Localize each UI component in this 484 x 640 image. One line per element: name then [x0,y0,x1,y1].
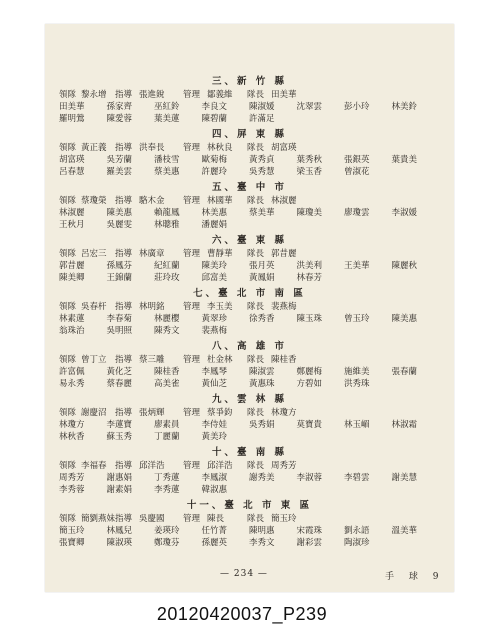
player-name: 林素蓮 [59,314,85,324]
role-label: 指導 [115,143,133,153]
player-name: 吳芳蘭 [106,155,133,165]
player-name: 林瓊方 [59,420,85,430]
staff-name: 張炳輝 [139,408,165,418]
player-name: 張寶卿 [59,538,85,548]
player-name: 蔡美惠 [154,167,180,177]
player-row [59,431,440,443]
player-name: 陳美惠 [106,208,133,218]
staff-row [59,460,440,472]
player-name: 林鳳兒 [106,526,133,536]
player-name: 歐菊梅 [201,155,228,165]
sport-label: 手 球 9 [385,572,445,582]
role-label: 領隊 [59,514,77,524]
player-name: 施維美 [344,367,370,377]
role-label: 領隊 [59,249,77,259]
player-name: 宋霞珠 [296,526,323,536]
player-row [59,313,440,325]
staff-row [59,354,440,366]
staff-row [59,195,440,207]
staff-name: 張進銳 [139,90,165,100]
player-name: 謝秀美 [249,473,275,483]
player-name: 姜瑛玲 [154,526,180,536]
player-name: 陳淑瑛 [106,538,133,548]
staff-name: 李玉美 [207,302,233,312]
player-name: 呂春慧 [59,167,85,177]
player-name: 賴龍鳳 [154,208,180,218]
player-name: 李春菊 [106,314,133,324]
staff-name: 吳春杆 [81,302,107,312]
role-label: 領隊 [59,408,77,418]
player-name: 洪美利 [296,261,323,271]
player-name: 張銀英 [344,155,370,165]
role-label: 領隊 [59,143,77,153]
staff-name: 裴燕梅 [271,302,297,312]
player-row [59,472,440,484]
player-name: 孫鳳芬 [106,261,133,271]
staff-name: 簡玉玲 [271,514,297,524]
player-name: 簡玉玲 [59,526,85,536]
section-title: 三、新 竹 縣 [211,76,288,87]
role-label: 指導 [115,302,133,312]
staff-name: 郭昔麗 [271,249,297,259]
player-name: 田美華 [59,102,85,112]
staff-row [59,142,440,154]
role-label: 領隊 [59,90,77,100]
staff-name: 蔡瓊榮 [81,196,107,206]
player-name: 莊玲玫 [154,273,180,283]
staff-name: 林明銘 [139,302,165,312]
player-name: 李淑媛 [391,208,418,218]
player-row [59,272,440,284]
player-name: 李秀蓉 [59,485,85,495]
role-label: 隊長 [247,302,265,312]
staff-name: 黎永增 [81,90,107,100]
staff-name: 陳長 [207,514,225,524]
role-label: 領隊 [59,461,77,471]
role-label: 管理 [183,514,201,524]
staff-name: 林秋良 [207,143,233,153]
role-label: 隊長 [247,355,265,365]
player-name: 陳淑雲 [249,367,275,377]
player-name: 翁珠治 [59,326,85,336]
player-name: 謝惠娟 [106,473,133,483]
player-name: 曾玉玲 [344,314,370,324]
player-name: 易永秀 [59,379,85,389]
player-row [59,219,440,231]
player-name: 梁玉香 [296,167,323,177]
player-name: 陳淑媛 [249,102,275,112]
role-label: 隊長 [247,514,265,524]
player-name: 許麗玲 [201,167,228,177]
staff-name: 林瓊方 [271,408,297,418]
player-row [59,325,440,337]
player-name: 吳麗雯 [106,220,133,230]
player-name: 許滿足 [249,114,275,124]
player-name: 黃秀貞 [249,155,275,165]
staff-name: 蔡爭鈞 [207,408,233,418]
player-name: 李秀蓮 [154,485,180,495]
role-label: 指導 [115,355,133,365]
player-name: 李秀文 [249,538,275,548]
player-name: 曾淑花 [344,167,370,177]
player-name: 彭小玲 [344,102,370,112]
staff-name: 林國華 [207,196,233,206]
player-name: 謝彩雲 [296,538,323,548]
player-name: 黃美玲 [201,432,228,442]
player-name: 陳瓊美 [296,208,323,218]
player-name: 徐秀香 [249,314,275,324]
role-label: 管理 [183,302,201,312]
player-name: 鄭瓊芬 [154,538,180,548]
player-name: 陳麗秋 [391,261,418,271]
staff-row [59,513,440,525]
document-page [45,24,454,592]
player-row [59,378,440,390]
player-row [59,154,440,166]
player-name: 任竹菁 [201,526,228,536]
player-name: 黃鳳娟 [249,273,275,283]
staff-name: 胡富瑛 [271,143,297,153]
role-label: 管理 [183,249,201,259]
player-name: 李良文 [201,102,228,112]
staff-name: 蔡三雕 [139,355,165,365]
player-name: 孫家齊 [106,102,133,112]
player-name: 陳美卿 [59,273,85,283]
staff-name: 林淑麗 [271,196,297,206]
role-label: 領隊 [59,355,77,365]
player-name: 張春蘭 [391,367,418,377]
role-label: 管理 [183,408,201,418]
player-name: 陳玉珠 [296,314,323,324]
player-name: 紀紅蘭 [154,261,180,271]
role-label: 隊長 [247,408,265,418]
role-label: 管理 [183,196,201,206]
player-row [59,101,440,113]
role-label: 管理 [183,355,201,365]
staff-name: 洪奉長 [139,143,165,153]
section-title: 九、雲 林 縣 [211,394,288,405]
player-name: 陳愛蓉 [106,114,133,124]
player-name: 林淑麗 [59,208,85,218]
staff-name: 邱洋浩 [139,461,165,471]
player-name: 高美雀 [154,379,180,389]
role-label: 管理 [183,90,201,100]
section-title: 五、臺 中 市 [211,182,288,193]
section-title: 十、臺 南 縣 [211,447,288,458]
player-name: 廖素員 [154,420,180,430]
player-name: 林美鈴 [391,102,418,112]
player-name: 王錦蘭 [106,273,133,283]
staff-row [59,248,440,260]
player-name: 林聰雅 [154,220,180,230]
player-name: 周秀芳 [59,473,85,483]
player-name: 劉永語 [344,526,370,536]
staff-name: 駱木金 [139,196,165,206]
player-name: 陳明惠 [249,526,275,536]
role-label: 指導 [115,408,133,418]
staff-name: 簡劉燕妹 [81,514,116,524]
staff-name: 黃正義 [81,143,107,153]
staff-name: 謝慶沼 [81,408,107,418]
player-name: 葉美蓮 [154,114,180,124]
role-label: 領隊 [59,196,77,206]
section-title: 十一、臺 北 市 東 區 [186,500,313,511]
player-name: 陶淑珍 [344,538,370,548]
player-name: 張月英 [249,261,275,271]
player-name: 黃化芝 [106,367,133,377]
image-caption: 20120420037_P239 [156,604,328,624]
player-row [59,537,440,549]
staff-name: 吳慶國 [139,514,165,524]
section-title: 八、高 雄 市 [211,341,288,352]
player-name: 鄭麗梅 [296,367,323,377]
player-name: 林秋香 [59,432,85,442]
player-name: 李淑蓉 [296,473,323,483]
section-title: 七、臺 北 市 南 區 [193,288,306,299]
role-label: 隊長 [247,249,265,259]
player-row [59,366,440,378]
role-label: 隊長 [247,461,265,471]
staff-name: 李福春 [81,461,107,471]
player-name: 沈翠雲 [296,102,323,112]
player-name: 巫紅鈴 [154,102,180,112]
player-name: 邱富美 [201,273,228,283]
player-name: 陳碧蘭 [201,114,228,124]
player-name: 莫寶貴 [296,420,323,430]
staff-name: 曹靜華 [207,249,233,259]
player-name: 韓淑惠 [201,485,228,495]
player-row [59,113,440,125]
role-label: 指導 [115,249,133,259]
player-row [59,525,440,537]
player-name: 廖瓊雲 [344,208,370,218]
player-name: 李蓮寶 [106,420,133,430]
player-name: 溫美華 [391,526,418,536]
role-label: 隊長 [247,90,265,100]
player-name: 潘麗娟 [201,220,228,230]
page-footer [45,569,454,583]
player-name: 吳秀慧 [249,167,275,177]
player-name: 王秋月 [59,220,85,230]
player-name: 吳秀娟 [249,420,275,430]
role-label: 指導 [115,461,133,471]
role-label: 指導 [115,514,133,524]
player-name: 林美惠 [201,208,228,218]
role-label: 指導 [115,196,133,206]
section-title: 六、臺 東 縣 [211,235,288,246]
player-name: 郭昔麗 [59,261,85,271]
player-row [59,260,440,272]
role-label: 隊長 [247,196,265,206]
staff-name: 田美華 [271,90,297,100]
player-name: 林淑霜 [391,420,418,430]
role-label: 指導 [115,90,133,100]
player-name: 黃翠珍 [201,314,228,324]
player-name: 陳美玲 [201,261,228,271]
player-name: 羅美雲 [106,167,133,177]
player-name: 葉秀秋 [296,155,323,165]
player-name: 林春芳 [296,273,323,283]
player-name: 羅明鶯 [59,114,85,124]
player-row [59,207,440,219]
player-name: 丁秀蓮 [154,473,180,483]
player-name: 蔡春麗 [106,379,133,389]
role-label: 管理 [183,461,201,471]
player-name: 裴燕梅 [201,326,228,336]
player-name: 葉貴美 [391,155,418,165]
player-name: 黃仙芝 [201,379,228,389]
player-name: 潘枝雪 [154,155,180,165]
player-name: 蔡美華 [249,208,275,218]
player-name: 陳桂香 [154,367,180,377]
staff-row [59,407,440,419]
player-name: 林麗櫻 [154,314,180,324]
player-name: 陳秀文 [154,326,180,336]
staff-name: 邱洋浩 [207,461,233,471]
player-name: 胡富瑛 [59,155,85,165]
player-name: 王美華 [344,261,370,271]
staff-name: 曾丁立 [81,355,107,365]
player-name: 黃惠珠 [249,379,275,389]
player-name: 方碧如 [296,379,323,389]
staff-row [59,301,440,313]
staff-name: 呂宏三 [81,249,107,259]
player-row [59,166,440,178]
player-name: 謝素娟 [106,485,133,495]
role-label: 隊長 [247,143,265,153]
roster-content [59,72,440,549]
player-name: 林玉嵋 [344,420,370,430]
staff-name: 陳桂香 [271,355,297,365]
staff-name: 鄒義維 [207,90,233,100]
player-name: 李侍娃 [201,420,228,430]
staff-name: 杜金林 [207,355,233,365]
player-name: 謝美慧 [391,473,418,483]
player-name: 孫麗英 [201,538,228,548]
page-number: — 234 — [220,569,268,579]
player-row [59,419,440,431]
player-name: 李碧雲 [344,473,370,483]
staff-row [59,89,440,101]
player-row [59,484,440,496]
player-name: 洪秀珠 [344,379,370,389]
player-name: 李鳳琴 [201,367,228,377]
player-name: 丁麗蘭 [154,432,180,442]
role-label: 管理 [183,143,201,153]
staff-name: 林廣章 [139,249,165,259]
player-name: 許富佩 [59,367,85,377]
section-title: 四、屏 東 縣 [211,129,288,140]
player-name: 蘇玉秀 [106,432,133,442]
role-label: 領隊 [59,302,77,312]
staff-name: 周秀芳 [271,461,297,471]
player-name: 吳明照 [106,326,133,336]
player-name: 陳美惠 [391,314,418,324]
player-name: 李鳳淑 [201,473,228,483]
